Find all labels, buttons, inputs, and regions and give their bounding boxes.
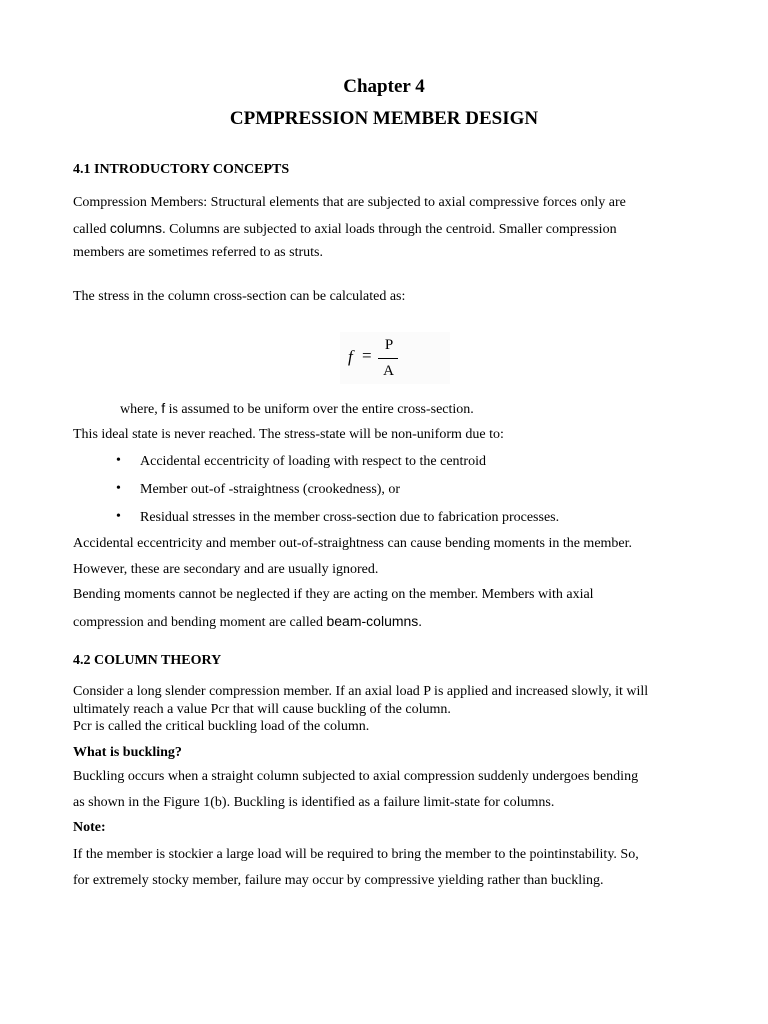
section-heading-intro: 4.1 INTRODUCTORY CONCEPTS [73,162,290,177]
beam-text-fragment: compression and bending moment are called [73,615,327,630]
eccentricity-paragraph-line-3: Bending moments cannot be neglected if they are acting on the member. Members with axial [73,587,594,602]
note-paragraph-line-1: If the member is stockier a large load will be required to bring the member to the pointinstability. So, [73,847,639,862]
theory-paragraph-line-2: ultimately reach a value Pcr that will cause buckling of the column. [73,702,451,717]
ideal-state-text: This ideal state is never reached. The stress-state will be non-uniform due to: [73,427,504,442]
where-text-fragment: is assumed to be uniform over the entire cross-section. [165,402,474,417]
section-heading-column-theory: 4.2 COLUMN THEORY [73,653,222,668]
intro-paragraph-line-2 [73,220,617,238]
beam-text-fragment: . [418,615,422,630]
formula-equals: = [362,346,372,365]
stress-intro: The stress in the column cross-section can be calculated as: [73,289,406,304]
bullet-dot-icon: • [116,453,121,468]
theory-paragraph-line-3: Pcr is called the critical buckling load of the column. [73,719,370,734]
formula-lhs: f [348,347,353,366]
bullet-item: Member out-of -straightness (crookedness), or [140,482,401,497]
note-heading: Note: [73,820,106,835]
bullet-dot-icon: • [116,509,121,524]
intro-paragraph-line-3: members are sometimes referred to as struts. [73,245,323,260]
buckling-question-heading: What is buckling? [73,745,182,760]
term-beam-columns: beam-columns [326,613,419,629]
buckling-paragraph-line-1: Buckling occurs when a straight column subjected to axial compression suddenly undergoes bending [73,769,639,784]
chapter-label: Chapter 4 [343,76,425,97]
intro-text-fragment: . Columns are subjected to axial loads through the centroid. Smaller compression [162,222,617,237]
bullet-item: Accidental eccentricity of loading with respect to the centroid [140,454,486,469]
variable-f: f [161,400,166,416]
term-columns: columns [109,220,163,236]
formula-numerator: P [384,337,394,353]
eccentricity-paragraph-line-1: Accidental eccentricity and member out-of-straightness can cause bending moments in the member. [73,536,633,551]
stress-formula [340,332,450,384]
where-text-fragment: where, [120,402,162,417]
eccentricity-paragraph-line-2: However, these are secondary and are usually ignored. [73,562,379,577]
chapter-title: CPMPRESSION MEMBER DESIGN [229,108,539,129]
note-paragraph-line-2: for extremely stocky member, failure may occur by compressive yielding rather than buckling. [73,873,604,888]
fraction-bar [378,358,398,359]
formula-denominator: A [383,363,394,379]
bullet-dot-icon: • [116,481,121,496]
buckling-paragraph-line-2: as shown in the Figure 1(b). Buckling is identified as a failure limit-state for columns. [73,795,555,810]
eccentricity-paragraph-line-4 [73,613,422,631]
where-line [120,400,474,418]
intro-paragraph-line-1: Compression Members: Structural elements that are subjected to axial compressive forces only are [73,195,626,210]
bullet-item: Residual stresses in the member cross-section due to fabrication processes. [140,510,560,525]
intro-text-fragment: called [73,222,110,237]
theory-paragraph-line-1: Consider a long slender compression member. If an axial load P is applied and increased slowly, it will [73,684,649,699]
